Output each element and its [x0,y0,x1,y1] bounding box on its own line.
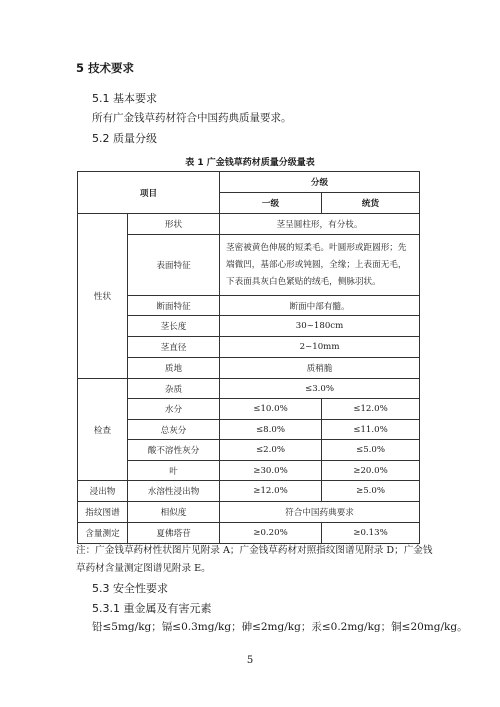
first-grade-cell: ≥0.20% [220,523,322,544]
table-caption: 表 1 广金钱草药材质量分级量表 [185,158,315,168]
general-grade-cell: ≥0.13% [322,523,420,544]
header-general-grade: 统货 [322,193,420,214]
group-cell: 浸出物 [78,481,128,502]
item-cell: 叶 [128,461,220,481]
item-cell: 总灰分 [128,420,220,440]
table-note-line-2: 草药材含量测定图谱见附录 E。 [76,563,211,574]
first-grade-cell: ≤10.0% [220,399,322,420]
first-grade-cell: ≥30.0% [220,461,322,481]
section-5-1-body: 所有广金钱草药材符合中国药典质量要求。 [92,112,292,124]
table-row [78,358,420,379]
item-cell: 夏佛塔苷 [128,523,220,544]
table-row [78,440,420,461]
item-cell: 质地 [128,358,220,379]
general-grade-cell: ≤12.0% [322,399,420,420]
table-row [78,523,420,544]
header-item: 项目 [78,172,220,214]
general-grade-cell: ≤11.0% [322,420,420,440]
value-cell: 茎呈圆柱形，有分枝。 [220,214,420,235]
table-row [78,379,420,399]
section-5-3-1-body: 铅≤5mg/kg；镉≤0.3mg/kg；砷≤2mg/kg；汞≤0.2mg/kg；铜≤20mg/kg。 [92,621,468,633]
first-grade-cell: ≤8.0% [220,420,322,440]
value-cell: ≤3.0% [220,379,420,399]
item-cell: 水溶性浸出物 [128,481,220,502]
item-cell: 表面特征 [128,235,220,296]
first-grade-cell: ≥12.0% [220,481,322,502]
section-5-3-1-heading: 5.3.1 重金属及有害元素 [92,602,212,615]
table-row [78,481,420,502]
item-cell: 断面特征 [128,296,220,316]
table-row [78,296,420,316]
item-cell: 相似度 [128,502,220,523]
value-cell: 质稍脆 [220,358,420,379]
table-row [78,420,420,440]
header-grade: 分级 [220,172,420,193]
item-cell: 茎长度 [128,316,220,337]
table-row [78,235,420,296]
item-cell: 形状 [128,214,220,235]
group-cell: 含量测定 [78,523,128,544]
general-grade-cell: ≥20.0% [322,461,420,481]
table-row [78,214,420,235]
section-5-3-heading: 5.3 安全性要求 [92,582,168,595]
general-grade-cell: ≥5.0% [322,481,420,502]
table-row [78,399,420,420]
table-row [78,502,420,523]
item-cell: 杂质 [128,379,220,399]
first-grade-cell: ≤2.0% [220,440,322,461]
quality-grade-table [77,171,420,544]
value-cell: 2~10mm [220,337,420,358]
table-row [78,461,420,481]
table-note-line-1: 注：广金钱草药材性状图片见附录 A；广金钱草药材对照指纹图谱见附录 D；广金钱 [76,545,433,556]
value-cell: 茎密被黄色伸展的短柔毛。叶圆形或距圆形；先端微凹，基部心形或钝圆，全缘；上表面无毛，下表面具灰白色紧贴的绒毛，侧脉羽状。 [220,235,420,296]
section-5-1-heading: 5.1 基本要求 [92,92,157,105]
page-number: 5 [246,655,254,666]
section-5-2-heading: 5.2 质量分级 [92,132,157,145]
group-cell: 性状 [78,214,128,379]
item-cell: 水分 [128,399,220,420]
value-cell: 符合中国药典要求 [220,502,420,523]
general-grade-cell: ≤5.0% [322,440,420,461]
value-cell: 30~180cm [220,316,420,337]
value-cell: 断面中部有髓。 [220,296,420,316]
item-cell: 茎直径 [128,337,220,358]
table-row [78,337,420,358]
item-cell: 酸不溶性灰分 [128,440,220,461]
header-first-grade: 一级 [220,193,322,214]
section-5-heading: 5 技术要求 [76,61,135,75]
group-cell: 指纹图谱 [78,502,128,523]
group-cell: 检查 [78,379,128,481]
table-row [78,316,420,337]
